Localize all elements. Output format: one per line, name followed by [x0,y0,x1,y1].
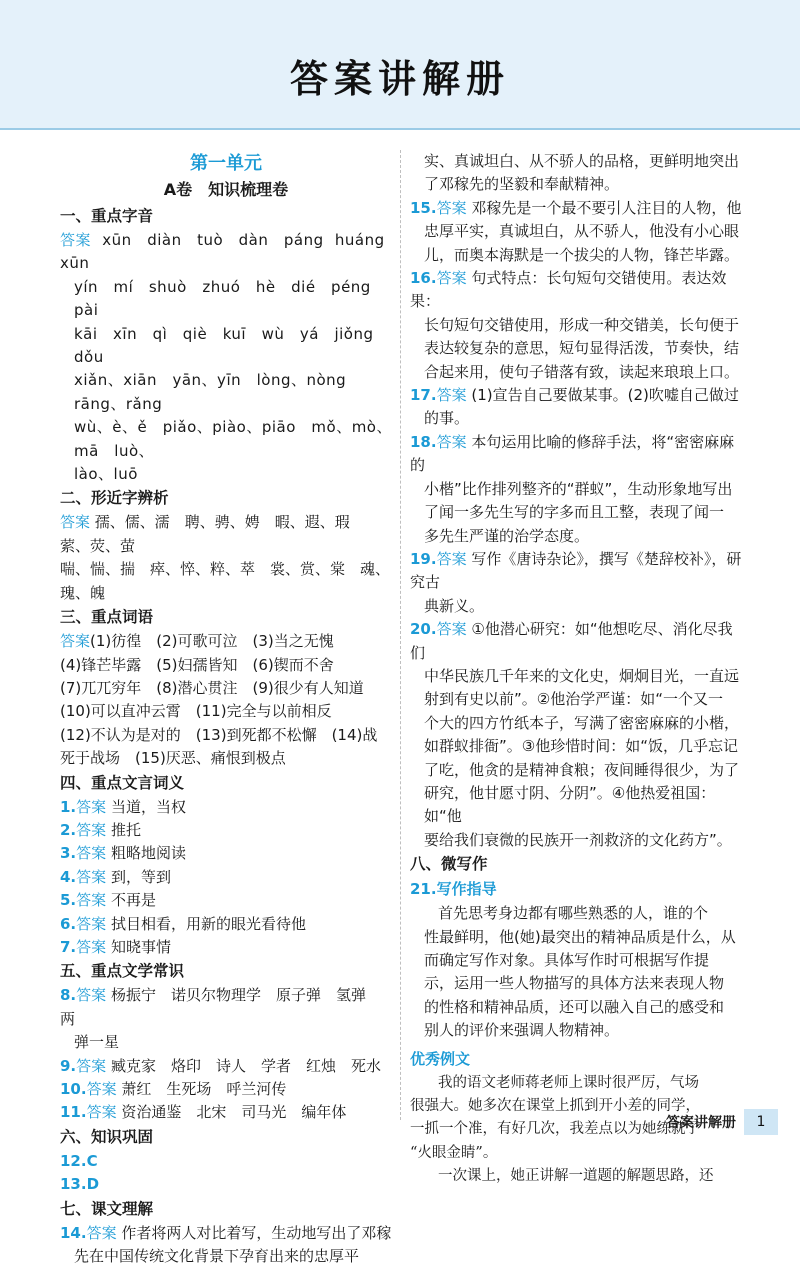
answer-line: 死于战场 (15)厌恶、痛恨到极点 [60,749,286,768]
answer-continuation: 中华民族几千年来的文化史，炯炯目光，一直远 [424,666,740,685]
essay-line: 一次课上，她正讲解一道题的解题思路，还 [438,1168,714,1185]
answer-line: lào、luō [74,465,138,484]
answer-continuation: 儿，而奥本海默是一个拔尖的人物，锋芒毕露。 [424,245,740,264]
answer-line: wù、è、ě piǎo、piào、piāo mǒ、mò、mā luò、 [74,418,392,460]
guide-line: 首先思考身边都有哪些熟悉的人，谁的个 [438,904,709,923]
section-heading: 一、重点字音 [60,207,154,225]
answer-item: 1.答案 当道，当权 [60,797,186,816]
answer-continuation: 忠厚平实，真诚坦白，从不骄人，他没有小心眼 [424,222,740,241]
answer-continuation: 个大的四方竹纸本子，写满了密密麻麻的小楷， [424,713,740,732]
answer-line: 喘、惴、揣 瘁、悴、粹、萃 裳、赏、棠 魂、瑰、魄 [60,560,391,602]
answer-label: 答案 [76,844,107,863]
answer-label: 答案 [86,1080,117,1098]
section-heading: 七、课文理解 [60,1199,154,1218]
right-column [410,150,742,1189]
answer-label: 答案 [86,1223,117,1242]
answer-label: 答案 [76,797,107,816]
essay-line: 我的语文老师蒋老师上课时很严厉，气场 [438,1074,699,1091]
answer-item: 2.答案 推托 [60,820,141,839]
answer-label: 答案 [60,231,92,249]
answer-line: yín mí shuò zhuó hè dié péng pài [74,277,371,320]
answer-item: 20.答案 ①他潜心研究：如“他想吃尽、消化尽我们 [410,620,733,662]
sample-essay-title: 优秀例文 [410,1049,471,1068]
answer-continuation: 射到有史以前”。②他治学严谨：如“一个又一 [424,690,723,709]
answer-line: (10)可以直冲云霄 (11)完全与以前相反 [60,702,332,721]
guide-line: 而确定写作对象。具体写作时可根据写作提 [424,951,710,969]
answer-continuation: 实、真诚坦白、从不骄人的品格，更鲜明地突出 [424,152,740,170]
answer-continuation: 要给我们衰微的民族开一剂救济的文化药方”。 [424,830,732,849]
answer-continuation: 小楷”比作排列整齐的“群蚁”，生动形象地写出 [424,479,733,498]
answer-label: 答案 [86,1103,117,1122]
answer-label: 答案 [436,620,467,639]
essay-line: 一抓一个准，有好几次，我差点以为她练就了 [410,1121,700,1138]
answer-item: 18.答案 本句运用比喻的修辞手法，将“密密麻麻的 [410,432,735,475]
answer-label: 答案 [436,269,467,288]
answer-line: (12)不认为是对的 (13)到死都不松懈 (14)战 [60,725,378,744]
section-heading: 三、重点词语 [60,608,154,627]
answer-label: 答案 [76,867,107,886]
answer-continuation: 研究，他甘愿寸阴、分阴”。④他热爱祖国：如“他 [424,783,716,826]
answer-label: 答案 [76,1056,107,1075]
answer-item: 6.答案 拭目相看，用新的眼光看待他 [60,914,306,933]
guide-line: 性最鲜明，他(她)最突出的精神品质是什么，从 [424,927,736,946]
answer-item: 8.答案 杨振宁 诺贝尔物理学 原子弹 氢弹 两 [60,986,381,1028]
answer-item: 17.答案 (1)宣告自己要做某事。(2)吹嘘自己做过 [410,386,739,405]
answer-continuation: 的事。 [424,409,470,428]
answer-continuation: 了闻一多先生写的字多而且工整，表现了闻一 [424,503,725,522]
answer-line: 答案 xūn diàn tuò dàn páng huáng xūn [60,231,401,273]
answer-item: 11.答案 资治通鉴 北宋 司马光 编年体 [60,1103,347,1122]
answer-label: 答案 [436,198,467,217]
answer-label: 答案 [76,937,107,956]
answer-item: 7.答案 知晓事情 [60,937,171,956]
answer-item: 3.答案 粗略地阅读 [60,844,186,863]
answer-item: 14.答案 作者将两人对比着写，生动地写出了邓稼 [60,1223,392,1242]
answer-continuation: 表达较复杂的意思，短句显得活泼，节奏快，结 [424,339,740,358]
answer-label: 答案 [436,386,467,405]
section-heading: 五、重点文学常识 [60,962,185,981]
section-heading: 六、知识巩固 [60,1127,154,1146]
answer-item: 4.答案 到，等到 [60,867,171,886]
answer-continuation: 了吃，他贪的是精神食粮；夜间睡得很少，为了 [424,760,740,779]
unit-title: 第一单元 [190,153,262,174]
page-footer [666,1109,778,1135]
answer-continuation: 了邓稼先的坚毅和奉献精神。 [424,175,620,194]
answer-line: xiǎn、xiān yān、yīn lòng、nòng rāng、rǎng [74,371,362,413]
answer-item: 15.答案 邓稼先是一个最不要引人注目的人物，他 [410,198,742,217]
writing-guide-title: 21.写作指导 [410,880,497,899]
paper-title: A卷 知识梳理卷 [163,180,289,199]
column-divider [400,150,401,1120]
answer-label: 答案 [436,549,467,568]
essay-line: “火眼金睛”。 [410,1144,498,1161]
answer-continuation: 典新义。 [424,596,485,615]
guide-line: 别人的评价来强调人物精神。 [424,1021,620,1040]
answer-label: 答案 [60,513,91,532]
essay-line: 很强大。她多次在课堂上抓到开小差的同学， [410,1098,700,1115]
section-heading: 四、重点文言词义 [60,773,185,792]
page-number: 1 [744,1109,778,1135]
answer-label: 答案 [76,820,107,839]
answer-item: 9.答案 臧克家 烙印 诗人 学者 红烛 死水 [60,1056,381,1075]
answer-line: (7)兀兀穷年 (8)潜心贯注 (9)很少有人知道 [60,678,364,697]
answer-item: 16.答案 句式特点：长句短句交错使用。表达效果： [410,269,727,311]
answer-label: 答案 [76,986,107,1005]
answer-label: 答案 [436,432,467,451]
answer-continuation: 合起来用，使句子错落有致，读起来琅琅上口。 [424,362,740,381]
footer-label: 答案讲解册 [666,1115,736,1131]
answer-line: (4)锋芒毕露 (5)妇孺皆知 (6)锲而不舍 [60,655,334,674]
answer-continuation: 弹一星 [74,1033,120,1052]
answer-label: 答案 [60,632,91,651]
answer-continuation: 先在中国传统文化背景下孕育出来的忠厚平 [74,1247,360,1266]
answer-item: 19.答案 写作《唐诗杂论》，撰写《楚辞校补》，研究古 [410,549,742,592]
section-heading: 二、形近字辨析 [60,489,169,508]
answer-label: 答案 [76,891,107,910]
answer-item: 5.答案 不再是 [60,891,156,910]
answer-continuation: 长句短句交错使用，形成一种交错美，长句便于 [424,315,740,334]
answer-item: 12.C [60,1151,98,1170]
section-heading: 八、微写作 [410,855,488,874]
answer-line: 答案(1)彷徨 (2)可歌可泣 (3)当之无愧 [60,632,334,651]
answer-item: 13.D [60,1175,100,1194]
answer-label: 答案 [76,914,107,933]
answer-line: 答案 孺、儒、濡 聘、骋、娉 暇、遐、瑕 萦、荧、萤 [60,513,365,555]
answer-continuation: 多先生严谨的治学态度。 [424,526,590,545]
answer-continuation: 如群蚁排衙”。③他珍惜时间：如“饭，几乎忘记 [424,737,738,756]
guide-line: 示，运用一些人物描写的具体方法来表现人物 [424,974,725,993]
answer-item: 10.答案 萧红 生死场 呼兰河传 [60,1080,287,1098]
page-header [0,0,800,130]
guide-line: 的性格和精神品质，还可以融入自己的感受和 [424,997,725,1016]
left-column [60,146,401,1268]
answer-line: kāi xīn qì qiè kuī wù yá jiǒng dǒu [74,324,390,367]
page-title: 答案讲解册 [289,57,510,101]
